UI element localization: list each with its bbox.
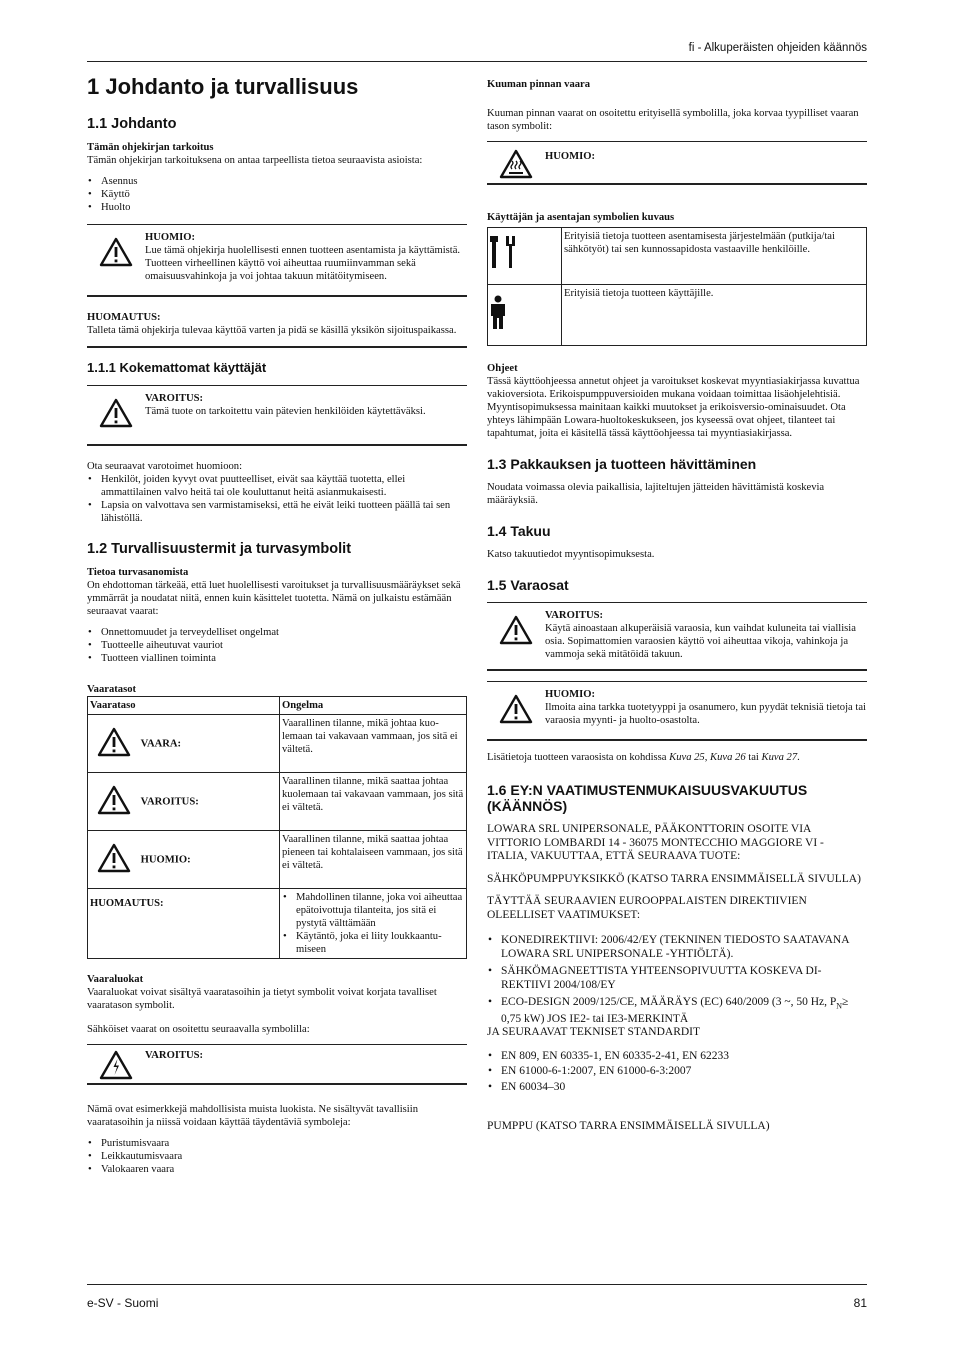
table-row [488,228,867,285]
directives-list [487,934,867,1026]
symbols-label: Käyttäjän ja asentajan symbolien kuvaus [487,212,675,223]
list-item: • Huolto [87,201,467,214]
note-title: VAROITUS: [545,610,604,621]
spare-parts-reference: Lisätietoja tuotteen varaosista on kohdissa Kuva 25, Kuva 26 tai Kuva 27. [487,752,800,763]
list-item: • SÄHKÖMAGNEETTISTA YHTEENSOPIVUUTTA KOSKEVA DIREKTIIVI 2004/108/EY [487,965,867,992]
note-text: Tämä tuote on tarkoitettu vain pätevien henkilöiden käytettäväksi. [145,406,426,417]
purpose-label: Tämän ohjekirjan tarkoitus [87,142,214,153]
precautions-list [87,473,467,525]
hazard-levels-label: Vaaratasot [87,684,137,695]
hazards-list [87,626,467,665]
caution-triangle-icon [487,688,545,727]
symbol-description: Erityisiä tietoja tuotteen käyttäjille. [562,285,867,346]
table-row [488,285,867,346]
list-item: • Tuotteelle aiheutuvat vauriot [87,639,467,652]
caution-note [87,224,467,297]
section-1-1-1-title: 1.1.1 Kokemattomat käyttäjät [87,360,267,375]
section-1-4-title: 1.4 Takuu [487,523,551,539]
hazard-level: HUOMAUTUS: [88,889,280,959]
electrical-hazard-icon [87,1047,145,1080]
list-item: • KONEDIREKTIIVI: 2006/42/EY (TEKNINEN TIEDOSTO SAATAVANA LOWARA SRL UNIPERSONALE -YHTIÖLTÄ). [487,934,867,961]
note-title: HUOMIO: [545,689,596,700]
section-1-2-title: 1.2 Turvallisuustermit ja turvasymbolit [87,541,352,557]
standards-intro: JA SEURAAVAT TEKNISET STANDARDIT [487,1026,701,1039]
section-1-1-title: 1.1 Johdanto [87,116,177,132]
section-1-5-title: 1.5 Varaosat [487,577,569,593]
warning-triangle-icon [87,231,145,283]
page-footer [87,1284,867,1310]
list-item: • EN 60034–30 [487,1081,867,1095]
purpose-text: Tämän ohjekirjan tarkoituksena on antaa tarpeellista tietoa seuraavista asioista: [87,155,423,166]
symbol-description: Erityisiä tietoja tuotteen asentamisesta järjestelmään (putkija/tai sähkötyöt) tai sen kunnossapidosta vastaaville henkilöille. [562,228,867,285]
hazard-levels-table [87,696,467,959]
hazard-level: VAROITUS: [140,796,199,807]
right-column [487,74,867,1142]
note-title: HUOMIO: [545,151,596,162]
list-item: • Henkilöt, joiden kyvyt ovat puutteelliset, eivät saa käyttää tuotetta, ellei ammattilainen valvo heitä tai ole kouluttanut heitä asianmukaisesti. [87,473,467,499]
list-item: • EN 809, EN 60335-1, EN 60335-2-41, EN 62233 [487,1050,867,1064]
electrical-hazard-text: Sähköiset vaarat on osoitettu seuraavalla symbolilla: [87,1024,310,1035]
notice-title: HUOMAUTUS: [87,312,161,323]
page-number: 81 [853,1296,867,1310]
purpose-list [87,175,467,214]
declaration-directives-intro: TÄYTTÄÄ SEURAAVIEN EUROOPPALAISTEN DIREKTIIVIEN OLEELLISET VAATIMUKSET: [487,895,807,921]
declaration-pump: PUMPPU (KATSO TARRA ENSIMMÄISELLÄ SIVULLA) [487,1120,770,1133]
danger-triangle-icon [90,727,138,761]
figure-reference: Kuva 25 [669,752,705,763]
figure-reference: Kuva 26 [710,752,746,763]
hot-surface-icon [487,146,545,179]
disposal-text: Noudata voimassa olevia paikallisia, lajiteltujen jätteiden hävittämistä koskevia määräyksiä. [487,482,825,506]
safety-messages-label: Tietoa turvasanomista [87,567,189,578]
chapter-title: 1 Johdanto ja turvallisuus [87,74,359,99]
header-text: fi - Alkuperäisten ohjeiden käännös [688,42,867,54]
list-item: • Onnettomuudet ja terveydelliset ongelmat [87,626,467,639]
warning-triangle-icon [90,785,138,819]
table-row [88,715,467,773]
left-column [87,74,467,1186]
precautions-intro: Ota seuraavat varotoimet huomioon: [87,461,243,472]
note-text: Käytä ainoastaan alkuperäisiä varaosia, kun vaihdat kuluneita tai viallisia osia. Sopimattomien varaosien käyttö voi aiheuttaa vikoja, vahinkoja ja vammoja sekä mitätöidä takuun. [545,623,856,660]
note-title: HUOMIO: [145,232,196,243]
note-title: VAROITUS: [145,393,204,404]
warning-triangle-icon [87,392,145,428]
column-header: Ongelma [280,697,467,715]
list-item: • ECO-DESIGN 2009/125/CE, MÄÄRÄYS (EC) 640/2009 (3 ~, 50 Hz, $P_N\ge 0,75$ kW) JOS IE2- tai IE3-MERKINTÄ [487,996,867,1026]
instructions-text: Tässä käyttöohjeessa annetut ohjeet ja varoitukset koskevat myyntiasiakirjassa kuvattua vakioversiota. Erikoispumppuversioiden mukana voidaan toimittaa lisäohjelehtisiä. Myyntisopimuksessa mainitaan kaikki muutokset ja erikoisversio-ominaisuudet. Ota yhteys lähimpään Lowara-huoltokeskukseen, jos kyseessä ovat ohjeet, tilanteet tai tapahtumat, joita ei käsitellä tässä käyttöohjeessa tai myyntiasiakirjassa. [487,376,860,439]
tools-icon [488,262,520,273]
caution-triangle-icon [90,843,138,877]
warning-note [87,385,467,446]
instructions-label: Ohjeet [487,363,518,374]
note-text: Ilmoita aina tarkka tuotetyyppi ja osanumero, kun pyydät teknisiä tietoja tai varaosia myynti- ja huolto-osastolta. [545,702,866,726]
hazard-description: Vaarallinen tilanne, mikä saattaa johtaa pieneen tai kohtalaiseen vammaan, jos sitä ei vältetä. [280,831,467,889]
list-item: • Käytäntö, joka ei liity loukkaantumiseen [282,930,464,956]
list-item: • Valokaaren vaara [87,1163,467,1176]
user-icon [488,323,508,334]
hazard-level: VAARA: [140,738,182,749]
other-categories-list [87,1137,467,1176]
hot-surface-text: Kuuman pinnan vaarat on osoitettu erityisellä symbolilla, joka korvaa tyypilliset vaaran tason symbolit: [487,108,859,132]
warranty-text: Katso takuutiedot myyntisopimuksesta. [487,549,655,560]
list-item: • Käyttö [87,188,467,201]
section-1-3-title: 1.3 Pakkauksen ja tuotteen hävittäminen [487,456,757,472]
warning-triangle-icon [487,609,545,661]
hazard-categories-label: Vaaraluokat [87,974,144,985]
hot-surface-label: Kuuman pinnan vaara [487,79,591,90]
hazard-description: Vaarallinen tilanne, mikä saattaa johtaa kuolemaan tai vakavaan vammaan, jos sitä ei vältetä. [280,773,467,831]
notice-text: Talleta tämä ohjekirja tulevaa käyttöä varten ja pidä se käsillä yksikön sijoituspaikassa. [87,324,467,348]
hot-surface-note [487,141,867,185]
footer-title: e-SV - Suomi [87,1296,159,1310]
symbols-table [487,227,867,346]
declaration-company: LOWARA SRL UNIPERSONALE, PÄÄKONTTORIN OSOITE VIA VITTORIO LOMBARDI 14 - 36075 MONTECCHIO MAGGIORE VI - ITALIA, VAKUUTTAA, ETTÄ SEURAAVA TUOTE: [487,823,824,862]
note-title: VAROITUS: [145,1050,204,1061]
list-item: • Tuotteen viallinen toiminta [87,652,467,665]
note-text: Lue tämä ohjekirja huolellisesti ennen tuotteen asentamista ja käyttämistä. Tuotteen virheellinen käyttö voi aiheuttaa ruumiinvamman sekä omaisuusvahinkoja ja voi johtaa takuun mitätöitymiseen. [145,245,461,282]
declaration-product: SÄHKÖPUMPPUYKSIKKÖ (KATSO TARRA ENSIMMÄISELLÄ SIVULLA) [487,872,861,885]
spare-parts-caution [487,681,867,741]
section-1-6-title: 1.6 EY:N VAATIMUSTENMUKAISUUSVAKUUTUS (KÄÄNNÖS) [487,782,808,814]
list-item: • Puristumisvaara [87,1137,467,1150]
list-item: • Asennus [87,175,467,188]
table-row [88,889,467,959]
hazard-level: HUOMIO: [140,854,191,865]
column-header: Vaarataso [88,697,280,715]
figure-reference: Kuva 27 [761,752,798,763]
spare-parts-warning [487,602,867,671]
other-categories-text: Nämä ovat esimerkkejä mahdollisista muista luokista. Ne sisältyvät tavallisiin vaaratasoihin ja niissä voidaan käyttää täydentäviä symboleja: [87,1104,418,1128]
hazard-description: Vaarallinen tilanne, mikä johtaa kuolemaan tai vakavaan vammaan, jos sitä ei vältetä. [280,715,467,773]
table-header-row [88,697,467,715]
standards-list [487,1050,867,1095]
table-row [88,831,467,889]
page-header [87,40,867,62]
notice-list [282,891,464,956]
electrical-warning-note [87,1044,467,1085]
list-item: • EN 61000-6-1:2007, EN 61000-6-3:2007 [487,1065,867,1079]
list-item: • Leikkautumisvaara [87,1150,467,1163]
hazard-categories-text: Vaaraluokat voivat sisältyä vaaratasoihin ja tietyt symbolit voivat korjata tavalliset vaaratason symbolit. [87,987,437,1011]
list-item: • Lapsia on valvottava sen varmistamiseksi, että he eivät leiki tuotteen päällä tai sen lähistöllä. [87,499,467,525]
table-row [88,773,467,831]
list-item: • Mahdollinen tilanne, joka voi aiheuttaa epätoivottuja tilanteita, jos sitä ei pystytä välttämään [282,891,464,930]
safety-messages-text: On ehdottoman tärkeää, että luet huolellisesti varoitukset ja turvallisuusmääräykset sekä ymmärrät ja noudatat niitä, ennen kuin käsittelet tuotetta. Nämä on julkaistu estämään seuraavat vaarat: [87,580,461,617]
